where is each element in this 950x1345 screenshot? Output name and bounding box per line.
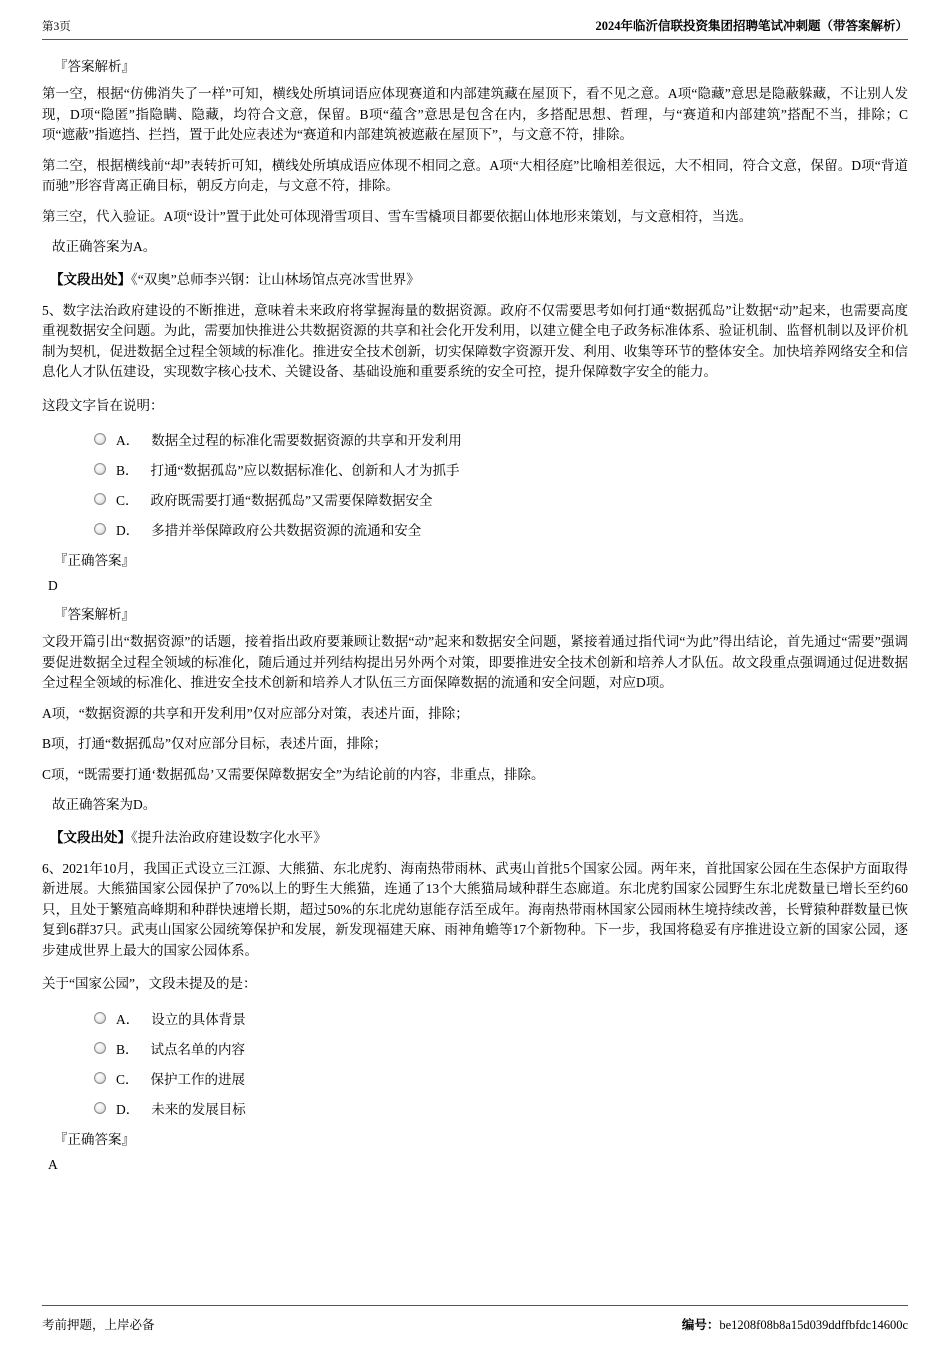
- page-header: [42, 16, 908, 40]
- doc-code: [682, 1315, 908, 1333]
- source-title: 《“双奥”总师李兴钢：让山林场馆点亮冰雪世界》: [131, 271, 420, 287]
- option-text: 保护工作的进展: [150, 1071, 246, 1087]
- question-prompt: 关于“国家公园”，文段未提及的是：: [42, 976, 257, 992]
- option-label: C．: [116, 1071, 139, 1087]
- option-text: 多措并举保障政府公共数据资源的流通和安全: [151, 523, 422, 539]
- option-row[interactable]: [94, 1038, 908, 1058]
- radio-icon[interactable]: [94, 463, 106, 475]
- source-line: [50, 826, 908, 846]
- analysis-paragraph: 第一空，根据“仿佛消失了一样”可知，横线处所填词语应体现赛道和内部建筑藏在屋顶下，看不见之意。A项“隐藏”意思是隐蔽躲藏，不让别人发现，D项“隐匿”指隐瞒、隐藏，均符合文意，保留。B项“蕴含”意思是包含在内，多搭配思想、哲理，与“赛道和内部建筑”搭配不当，排除；C项“遮蔽”指遮挡、拦挡，置于此处应表述为“赛道和内部建筑被遮蔽在屋顶下”，与文意不符，排除。: [42, 86, 908, 143]
- correct-answer-value: D: [48, 578, 58, 594]
- answer-analysis-label: 『答案解析』: [54, 59, 135, 74]
- option-label: A．: [116, 433, 140, 449]
- analysis-point-b: B项，打通“数据孤岛”仅对应部分目标，表述片面，排除；: [42, 736, 387, 752]
- option-label: D．: [116, 523, 140, 539]
- option-row[interactable]: [94, 429, 908, 449]
- source-label: 【文段出处】: [50, 271, 131, 287]
- page-number: 第3页: [42, 21, 71, 33]
- option-text: 未来的发展目标: [151, 1101, 246, 1117]
- options-list: [42, 429, 908, 539]
- radio-icon[interactable]: [94, 1102, 106, 1114]
- correct-answer-label: 『正确答案』: [54, 1131, 135, 1147]
- source-label: 【文段出处】: [50, 829, 131, 845]
- option-row[interactable]: [94, 519, 908, 539]
- radio-icon[interactable]: [94, 493, 106, 505]
- option-row[interactable]: [94, 1008, 908, 1028]
- options-list: [42, 1008, 908, 1118]
- conclusion-line: 故正确答案为A。: [52, 239, 157, 255]
- doc-code-value: be1208f08b8a15d039ddffbfdc14600c: [719, 1318, 908, 1332]
- analysis-paragraph: 第二空，根据横线前“却”表转折可知，横线处所填成语应体现不相同之意。A项“大相径庭”比喻相差很远，大不相同，符合文意，保留。D项“背道而驰”形容背离正确目标，朝反方向走，与文意不符，排除。: [42, 157, 908, 194]
- analysis-point-c: C项，“既需要打通‘数据孤岛’又需要保障数据安全”为结论前的内容，非重点，排除。: [42, 766, 545, 782]
- question-stem: 6、2021年10月，我国正式设立三江源、大熊猫、东北虎豹、海南热带雨林、武夷山首批5个国家公园。两年来，首批国家公园在生态保护方面取得新进展。大熊猫国家公园保护了70%以上的野生大熊猫，连通了13个大熊猫局域种群生态廊道。东北虎豹国家公园野生东北虎数量已增长至约60只，且处于繁殖高峰期和种群快速增长期，超过50%的东北虎幼崽能存活至成年。海南热带雨林国家公园雨林生境持续改善，长臂猿种群数量已恢复到6群37只。武夷山国家公园统筹保护和发展，新发现福建天麻、雨神角蟾等17个新物种。下一步，我国将稳妥有序推进设立新的国家公园，逐步建成世界上最大的国家公园体系。: [42, 860, 908, 958]
- radio-icon[interactable]: [94, 1012, 106, 1024]
- option-text: 打通“数据孤岛”应以数据标准化、创新和人才为抓手: [150, 463, 460, 479]
- doc-code-label: 编号：: [681, 1318, 720, 1332]
- conclusion-line: 故正确答案为D。: [52, 797, 157, 813]
- option-label: B．: [116, 1041, 139, 1057]
- option-text: 政府既需要打通“数据孤岛”又需要保障数据安全: [150, 493, 433, 509]
- correct-answer-value: A: [48, 1156, 58, 1172]
- document-title: 2024年临沂信联投资集团招聘笔试冲刺题（带答案解析）: [595, 19, 908, 33]
- footer-slogan: 考前押题，上岸必备: [42, 1318, 155, 1332]
- page-footer: [42, 1305, 908, 1333]
- option-row[interactable]: [94, 459, 908, 479]
- option-label: C．: [116, 493, 139, 509]
- page-content: [0, 40, 950, 1173]
- option-row[interactable]: [94, 1098, 908, 1118]
- answer-analysis-label: 『答案解析』: [54, 607, 135, 623]
- source-line: [50, 268, 908, 288]
- option-text: 设立的具体背景: [151, 1011, 246, 1027]
- option-label: A．: [116, 1011, 140, 1027]
- source-title: 《提升法治政府建设数字化水平》: [131, 829, 327, 845]
- radio-icon[interactable]: [94, 1072, 106, 1084]
- analysis-paragraph: 文段开篇引出“数据资源”的话题，接着指出政府要兼顾让数据“动”起来和数据安全问题，紧接着通过指代词“为此”得出结论，首先通过“需要”强调要促进数据全过程全领域的标准化，随后通过并列结构提出另外两个对策，即要推进安全技术创新和培养人才队伍。故文段重点强调通过促进数据全过程全领域的标准化、推进安全技术创新和培养人才队伍三方面保障数据的流通和安全问题，对应D项。: [42, 634, 908, 691]
- correct-answer-label: 『正确答案』: [54, 553, 135, 569]
- option-label: B．: [116, 463, 139, 479]
- radio-icon[interactable]: [94, 1042, 106, 1054]
- option-text: 试点名单的内容: [150, 1041, 246, 1057]
- option-label: D．: [116, 1101, 140, 1117]
- option-row[interactable]: [94, 1068, 908, 1088]
- radio-icon[interactable]: [94, 523, 106, 535]
- analysis-point-a: A项，“数据资源的共享和开发利用”仅对应部分对策，表述片面，排除；: [42, 705, 469, 721]
- radio-icon[interactable]: [94, 433, 106, 445]
- analysis-paragraph: 第三空，代入验证。A项“设计”置于此处可体现滑雪项目、雪车雪橇项目都要依据山体地形来策划，与文意相符，当选。: [42, 208, 753, 224]
- question-prompt: 这段文字旨在说明：: [42, 397, 164, 413]
- question-stem: 5、数字法治政府建设的不断推进，意味着未来政府将掌握海量的数据资源。政府不仅需要思考如何打通“数据孤岛”让数据“动”起来，也需要高度重视数据安全问题。为此，需要加快推进公共数据资源的共享和社会化开发利用，以建立健全电子政务标准体系、验证机制、监督机制以及评价机制为契机，促进数据全过程全领域的标准化。推进安全技术创新，切实保障数字资源开发、利用、收集等环节的整体安全。加快培养网络安全和信息化人才队伍建设，实现数字核心技术、关键设备、基础设施和重要系统的安全可控，提升保障数字安全的能力。: [42, 302, 908, 380]
- option-row[interactable]: [94, 489, 908, 509]
- option-text: 数据全过程的标准化需要数据资源的共享和开发利用: [151, 433, 462, 449]
